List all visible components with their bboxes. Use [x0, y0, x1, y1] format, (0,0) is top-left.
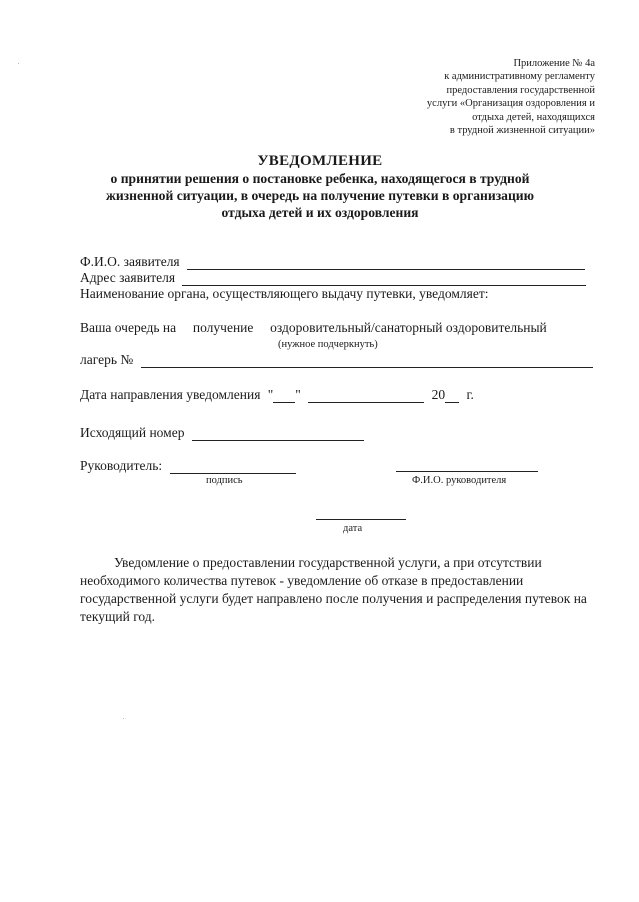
- queue-hint: (нужное подчеркнуть): [278, 339, 378, 350]
- organ-row: [80, 286, 489, 302]
- date-caption: дата: [343, 523, 363, 534]
- signature-field[interactable]: [170, 459, 296, 474]
- applicant-address-field[interactable]: [182, 271, 586, 286]
- outgoing-number-label: Исходящий номер: [80, 425, 185, 440]
- sign-date-field[interactable]: [316, 506, 406, 520]
- applicant-name-field[interactable]: [187, 255, 585, 270]
- queue-row: [80, 320, 547, 336]
- date-quote-close: ": [295, 387, 301, 402]
- head-name-caption: Ф.И.О. руководителя: [412, 475, 507, 486]
- date-label: Дата направления уведомления: [80, 387, 261, 402]
- organ-label: Наименование органа, осуществляющего выдачу путевки, уведомляет:: [80, 286, 489, 301]
- outgoing-number-row: [80, 425, 364, 441]
- notice-text: Уведомление о предоставлении государственной услуги, а при отсутствии необходимого количества путевок - уведомление об отказе в предоставлении государственной услуги будет направлено после получения и распределения путевок на текущий год.: [80, 555, 587, 624]
- appendix-header: [335, 57, 595, 137]
- outgoing-number-field[interactable]: [192, 426, 364, 441]
- date-quote-open: ": [267, 387, 274, 402]
- queue-word: получение: [192, 320, 254, 335]
- applicant-address-label: Адрес заявителя: [80, 270, 176, 285]
- title-main: УВЕДОМЛЕНИЕ: [257, 153, 383, 169]
- notification-date-row: [80, 387, 474, 403]
- date-year-field[interactable]: [445, 388, 459, 403]
- notice-paragraph: [80, 554, 600, 626]
- head-name-field[interactable]: [396, 458, 538, 472]
- year-suffix: г.: [466, 387, 474, 402]
- appendix-line: к административному регламенту: [444, 71, 595, 83]
- camp-label: лагерь №: [80, 352, 134, 367]
- appendix-line: Приложение № 4а: [513, 58, 595, 69]
- camp-number-field[interactable]: [141, 353, 593, 368]
- title-sub-line: жизненной ситуации, в очередь на получение путевки в организацию: [105, 188, 535, 203]
- head-label: Руководитель:: [80, 458, 163, 473]
- applicant-name-row: [80, 254, 585, 270]
- date-day-field[interactable]: [273, 388, 295, 403]
- year-prefix: 20: [431, 387, 446, 402]
- title-sub-line: отдыха детей и их оздоровления: [221, 205, 419, 220]
- head-row: [80, 458, 296, 474]
- document-title: [60, 152, 580, 221]
- scan-speck: [123, 718, 124, 719]
- queue-options[interactable]: оздоровительный/санаторный оздоровительный: [270, 320, 547, 335]
- appendix-line: услуги «Организация оздоровления и: [426, 98, 595, 110]
- scan-speck: [18, 63, 19, 64]
- queue-prefix: Ваша очередь на: [80, 320, 177, 335]
- title-sub-line: о принятии решения о постановке ребенка, находящегося в трудной: [110, 171, 530, 186]
- signature-caption: подпись: [206, 475, 243, 486]
- applicant-name-label: Ф.И.О. заявителя: [80, 254, 180, 269]
- camp-row: [80, 352, 593, 368]
- applicant-address-row: [80, 270, 586, 286]
- appendix-line: в трудной жизненной ситуации»: [449, 125, 595, 137]
- date-month-field[interactable]: [308, 388, 424, 403]
- appendix-line: предоставления государственной: [446, 84, 595, 96]
- appendix-line: отдыха детей, находящихся: [472, 111, 595, 123]
